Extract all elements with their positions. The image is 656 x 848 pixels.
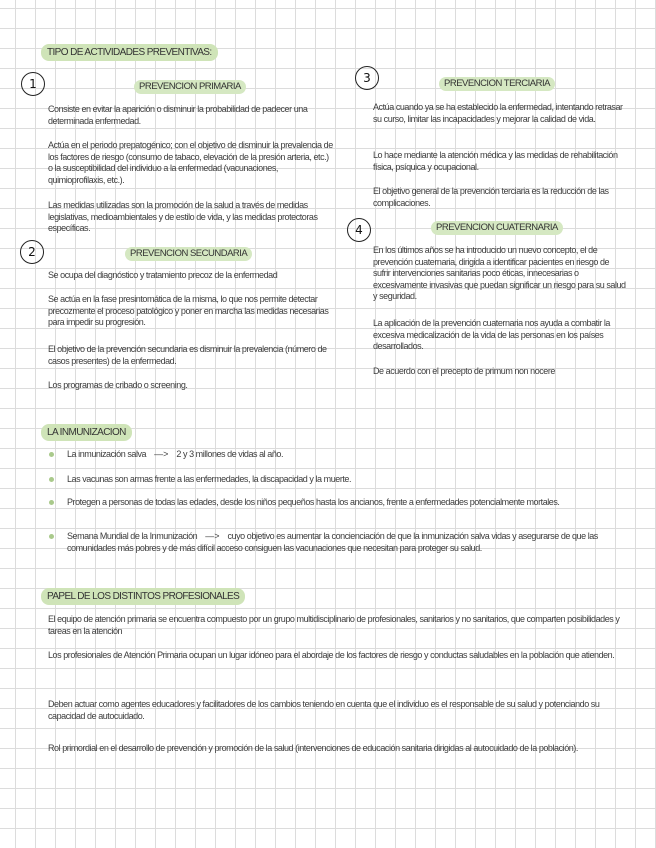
bullet-dot	[49, 500, 54, 505]
secundaria-paragraph-2: Se actúa en la fase presintomática de la misma, lo que nos permite detectar precozmente el proceso patológico y poner en marcha las medidas necesarias para impedir su progresión.	[48, 294, 329, 328]
primaria-paragraph-3: Las medidas utilizadas son la promoción de la salud a través de medidas legislativas, medioambientales y de estilo de vida, y las medidas protectoras específicas.	[48, 200, 318, 234]
section-title-actividades: TIPO DE ACTIVIDADES PREVENTIVAS:	[41, 44, 218, 61]
papel-paragraph-1: El equipo de atención primaria se encuentra compuesto por un grupo multidisciplinario de profesionales, sanitarios y no sanitarios, que comparten posibilidades y tareas en la atención	[48, 614, 620, 636]
papel-paragraph-2: Los profesionales de Atención Primaria ocupan un lugar idóneo para el abordaje de los factores de riesgo y conductas saludables en la población que atienden.	[48, 650, 615, 660]
number-2-badge: 2	[20, 240, 44, 264]
secundaria-paragraph-1: Se ocupa del diagnóstico y tratamiento precoz de la enfermedad	[48, 270, 278, 280]
inmunizacion-bullet-2	[67, 474, 622, 486]
bullet-1-text-a: La inmunización salva	[67, 449, 147, 459]
inmunizacion-bullet-4	[67, 531, 624, 554]
terciaria-paragraph-2: Lo hace mediante la atención médica y las medidas de rehabilitación física, psíquica y ocupacional.	[373, 150, 618, 172]
heading-prevencion-cuaternaria: PREVENCION CUATERNARIA	[431, 221, 563, 235]
papel-paragraph-4: Rol primordial en el desarrollo de prevención y promoción de la salud (intervenciones de educación sanitaria dirigidas al autocuidado de la población).	[48, 743, 578, 753]
inmunizacion-bullet-3	[67, 497, 622, 509]
heading-prevencion-primaria: PREVENCION PRIMARIA	[134, 80, 246, 94]
bullet-4-text-a: Semana Mundial de la Inmunización	[67, 531, 198, 541]
secundaria-paragraph-3: El objetivo de la prevención secundaria es disminuir la prevalencia (número de casos presentes) de la enfermedad.	[48, 344, 327, 366]
number-4-badge: 4	[347, 218, 371, 242]
heading-prevencion-terciaria: PREVENCION TERCIARIA	[439, 77, 555, 91]
secundaria-paragraph-4: Los programas de cribado o screening.	[48, 380, 188, 390]
terciaria-paragraph-3: El objetivo general de la prevención terciaria es la reducción de las complicaciones.	[373, 186, 609, 208]
papel-paragraph-3: Deben actuar como agentes educadores y facilitadores de los cambios teniendo en cuenta que el individuo es el responsable de su salud y potenciando su capacidad de autocuidado.	[48, 699, 600, 721]
terciaria-paragraph-1: Actúa cuando ya se ha establecido la enfermedad, intentando retrasar su curso, limitar las incapacidades y mejorar la calidad de vida.	[373, 102, 623, 124]
bullet-4-text-b: cuyo objetivo es aumentar la concienciación de que la inmunización salva vidas y asegurarse de que las comunidades más pobres y de más difícil acceso consiguen las vacunaciones que necesitan para proteger su salud.	[67, 531, 598, 553]
heading-prevencion-secundaria: PREVENCION SECUNDARIA	[125, 247, 252, 261]
section-title-papel: PAPEL DE LOS DISTINTOS PROFESIONALES	[41, 588, 245, 605]
number-1-badge: 1	[21, 72, 45, 96]
bullet-dot	[49, 452, 54, 457]
inmunizacion-bullet-1	[67, 449, 622, 461]
cuaternaria-paragraph-2: La aplicación de la prevención cuaternaria nos ayuda a combatir la excesiva medicalización de la vida de las personas en los países desarrollados.	[373, 318, 610, 352]
bullet-2-text: Las vacunas son armas frente a las enfermedades, la discapacidad y la muerte.	[67, 474, 352, 484]
cuaternaria-paragraph-3: De acuerdo con el precepto de primum non nocere	[373, 366, 555, 376]
primaria-paragraph-1: Consiste en evitar la aparición o disminuir la probabilidad de padecer una determinada enfermedad.	[48, 104, 308, 126]
bullet-dot	[49, 477, 54, 482]
bullet-1-text-b: 2 y 3 millones de vidas al año.	[176, 449, 283, 459]
cuaternaria-paragraph-1: En los últimos años se ha introducido un nuevo concepto, el de prevención cuaternaria, dirigida a identificar pacientes en riesgo de sufrir intervenciones sanitarias poco éticas, innecesarias o excesivamente invasivas que puedan significar un riesgo para su salud y seguridad.	[373, 245, 626, 302]
number-3-badge: 3	[355, 66, 379, 90]
bullet-dot	[49, 534, 54, 539]
arrow-right-icon: —>	[205, 531, 220, 541]
bullet-3-text: Protegen a personas de todas las edades, desde los niños pequeños hasta los ancianos, frente a enfermedades potencialmente mortales.	[67, 497, 560, 507]
arrow-right-icon: —>	[154, 449, 169, 459]
section-title-inmunizacion: LA INMUNIZACION	[41, 424, 132, 441]
primaria-paragraph-2: Actúa en el periodo prepatogénico; con el objetivo de disminuir la prevalencia de los factores de riesgo (consumo de tabaco, elevación de la presión arteria, etc.) o la susceptibilidad del individuo a la enfermedad (vacunaciones, quimioprofilaxis, etc.).	[48, 140, 333, 185]
